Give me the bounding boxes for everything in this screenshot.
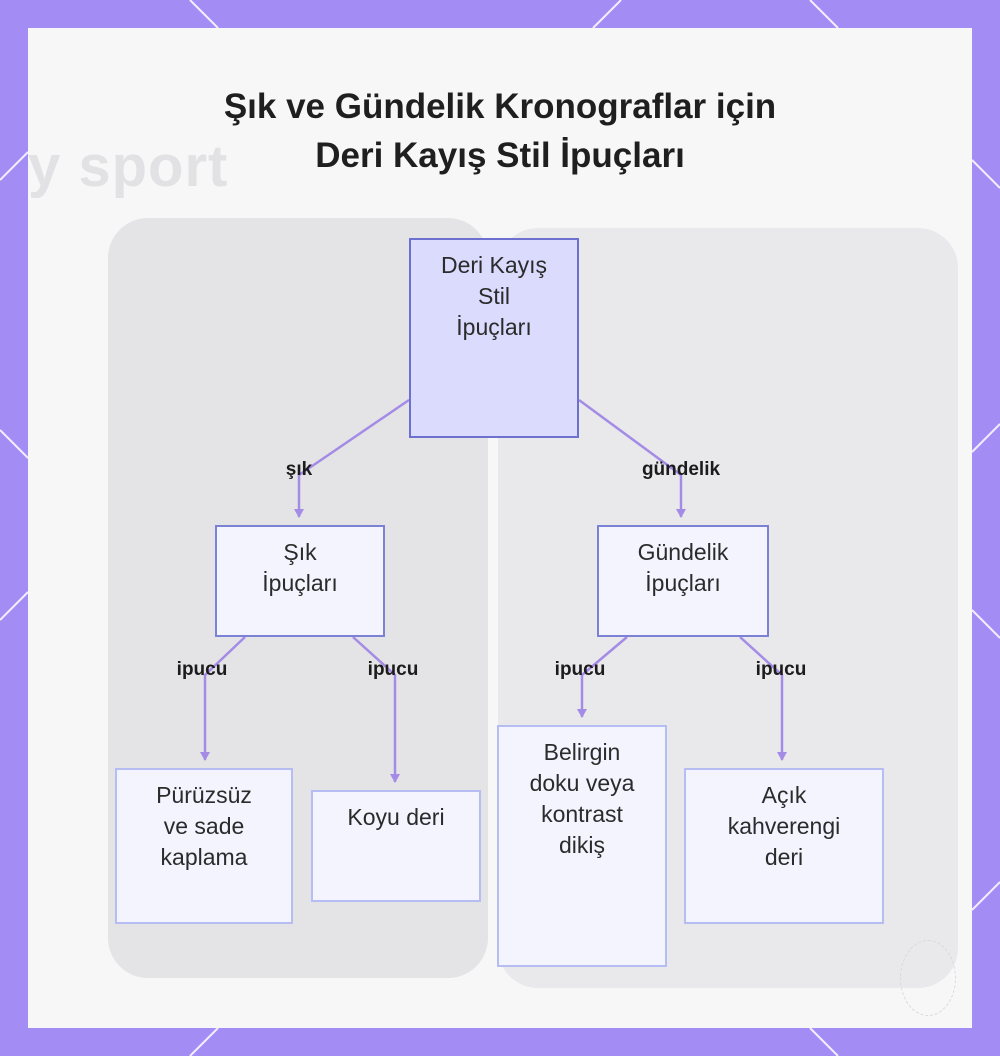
edge-sik-leaf1 <box>205 637 245 760</box>
title-line-1: Şık ve Gündelik Kronograflar için <box>223 87 777 126</box>
edge-label-ipucu-3: ipucu <box>554 659 606 680</box>
node-gundelik-ipuclari: Gündelik İpuçları <box>597 525 769 637</box>
edge-root-sik-arrowhead <box>294 509 304 518</box>
node-koyu-deri: Koyu deri <box>311 790 481 902</box>
node-root: Deri Kayış Stil İpuçları <box>409 238 579 438</box>
edge-label-ipucu-2: ipucu <box>367 659 419 680</box>
edge-label-gundelik: gündelik <box>641 459 721 480</box>
node-acik-kahverengi: Açık kahverengi deri <box>684 768 884 924</box>
node-puruzsuz-kaplama: Pürüzsüz ve sade kaplama <box>115 768 293 924</box>
edge-gundelik-leaf3-arrowhead <box>577 709 587 718</box>
edge-label-ipucu-1: ipucu <box>176 659 228 680</box>
edge-gundelik-leaf4 <box>740 637 782 760</box>
node-sik-ipuclari: Şık İpuçları <box>215 525 385 637</box>
edge-sik-leaf2-arrowhead <box>390 774 400 783</box>
watermark-seal <box>900 940 956 1016</box>
edge-sik-leaf1-arrowhead <box>200 752 210 761</box>
edge-label-sik: şık <box>285 459 313 480</box>
edge-gundelik-leaf4-arrowhead <box>777 752 787 761</box>
edge-root-gundelik-arrowhead <box>676 509 686 518</box>
background-photo-text: y sport <box>28 134 229 199</box>
edge-root-sik <box>299 400 409 517</box>
edge-label-ipucu-4: ipucu <box>755 659 807 680</box>
title-line-2: Deri Kayış Stil İpuçları <box>315 136 685 175</box>
node-belirgin-doku: Belirgin doku veya kontrast dikiş <box>497 725 667 967</box>
